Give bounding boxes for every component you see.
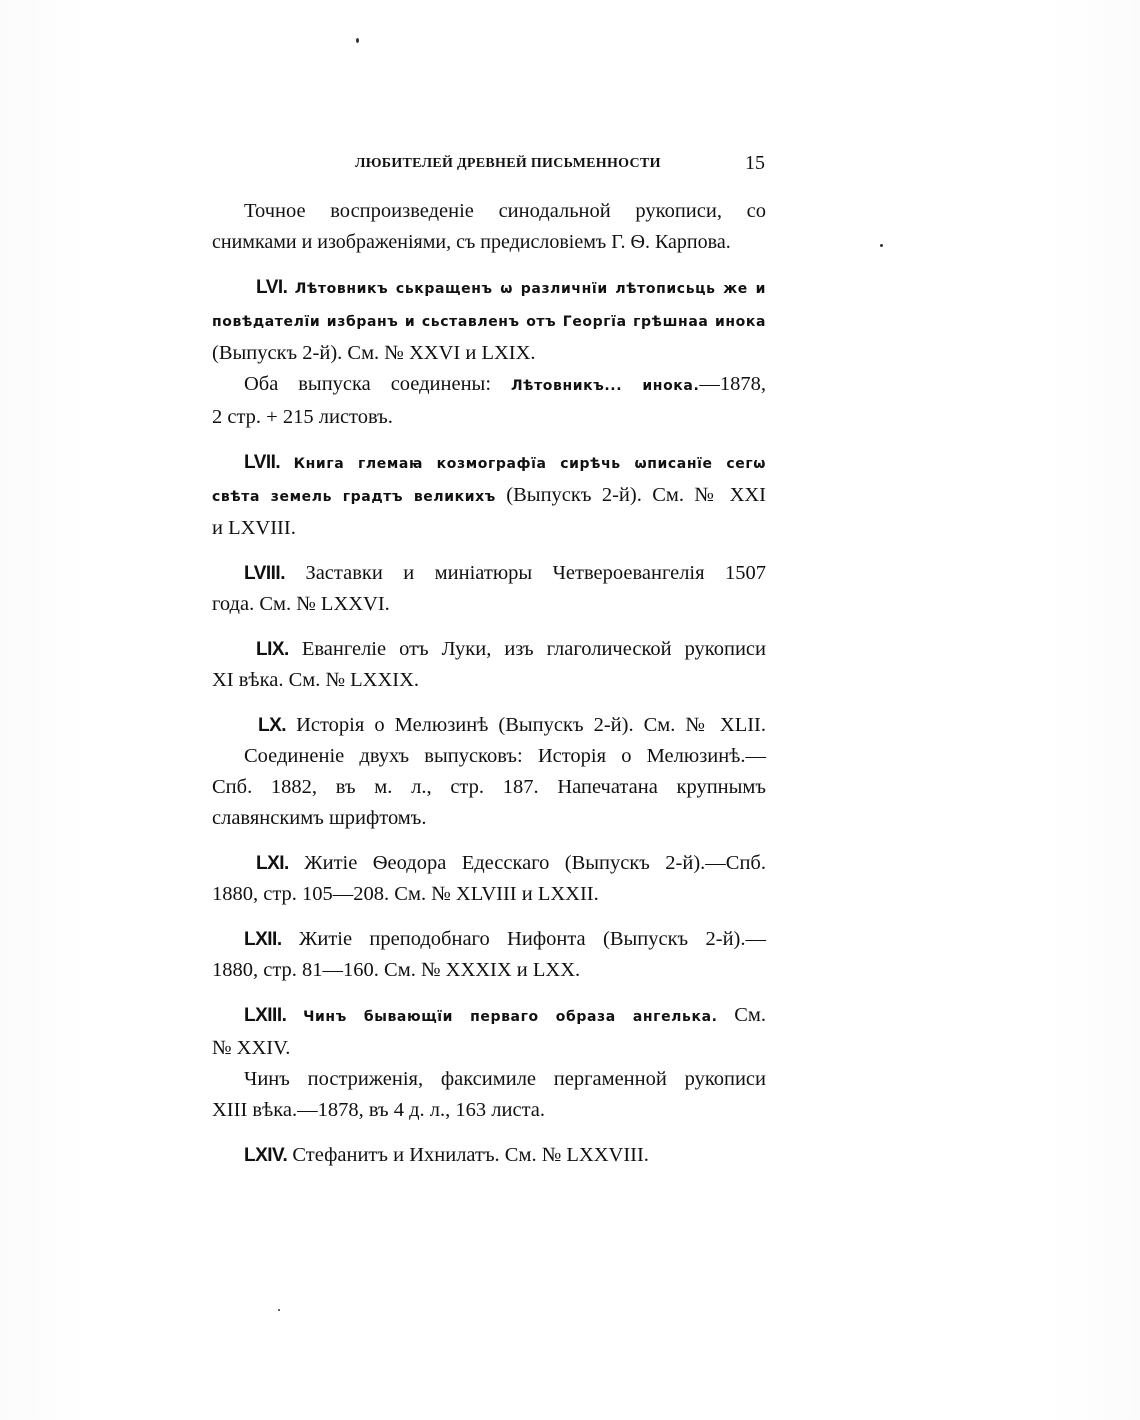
entry-number: LXII.: [244, 929, 282, 950]
entry-text-cont: [212, 665, 766, 696]
entry-text-cont: [212, 589, 766, 620]
entry-text: [212, 710, 766, 741]
entry-text: [212, 634, 766, 665]
page-header: [355, 152, 765, 180]
entry-line: 1880, стр. 105—208. См. № XLVIII и LXXII.: [212, 883, 599, 905]
entry-line: XI вѣка. См. № LXXIX.: [212, 669, 420, 691]
intro-paragraph: [212, 196, 766, 227]
entry-lx: [212, 710, 766, 834]
entry-line: Стефанитъ и Ихнилатъ. См. № LXXVIII.: [292, 1144, 649, 1166]
running-head: ЛЮБИТЕЛЕЙ ДРЕВНЕЙ ПИСЬМЕННОСТИ: [355, 156, 661, 171]
spacer: [212, 696, 766, 710]
note-text: славянскимъ шрифтомъ.: [212, 807, 427, 829]
spacer: [212, 544, 766, 558]
entry-number: LIX.: [256, 639, 289, 660]
entry-title: [212, 272, 766, 305]
entry-note-cont: [212, 803, 766, 834]
entry-lix: [212, 634, 766, 696]
note-text: 2 стр. + 215 листовъ.: [212, 406, 393, 428]
entry-lxii: [212, 924, 766, 986]
entry-note-cont: [212, 402, 766, 433]
entry-number: LVIII.: [244, 563, 285, 584]
slavonic-title: свѣта земель градтъ великихъ: [212, 489, 496, 505]
reference-text: (Выпускъ 2-й). См. № XXVI и LXIX.: [212, 342, 536, 364]
slavonic-title: повѣдателїи избранъ и сьставленъ отъ Георгїа грѣшнаа инока: [212, 314, 766, 330]
entry-title: [212, 1000, 766, 1033]
intro-line: снимками и изображеніями, съ предисловіемъ Г. Ѳ. Карпова.: [212, 231, 731, 253]
spacer: [212, 1126, 766, 1140]
entry-line: Житіе Ѳеодора Едесскаго (Выпускъ 2-й).—Спб.: [304, 852, 766, 874]
reference-text: См.: [734, 1004, 767, 1026]
spacer: [212, 986, 766, 1000]
reference-text: № XXIV.: [212, 1037, 291, 1059]
ink-speck: [278, 1309, 280, 1311]
entry-reference: [212, 513, 766, 544]
spacer: [212, 910, 766, 924]
note-text: XIII вѣка.—1878, въ 4 д. л., 163 листа.: [212, 1099, 546, 1121]
note-text: Чинъ постриженія, факсимиле пергаменной рукописи: [244, 1068, 766, 1090]
entry-lxiii: [212, 1000, 766, 1126]
slavonic-title: Книга глемаꙗ козмографїа сирѣчь ѡписанїе сегѡ: [293, 456, 767, 472]
entry-text-cont: [212, 879, 766, 910]
page-number: 15: [745, 152, 765, 174]
entry-number: LXIII.: [244, 1005, 287, 1026]
entry-text-cont: [212, 955, 766, 986]
slavonic-title: Чинъ бывающїи перваго образа ангелька.: [303, 1009, 718, 1025]
reference-text: (Выпускъ 2-й). См. № XXI: [506, 484, 767, 506]
entry-reference: [212, 1033, 766, 1064]
entry-number: LXIV.: [244, 1145, 288, 1166]
entry-note: [212, 741, 766, 772]
entry-number: LXI.: [256, 853, 289, 874]
entry-number: LVII.: [244, 452, 281, 473]
slavonic-title: Лѣтовникъ... инока.: [510, 378, 700, 394]
entry-lxiv: [212, 1140, 766, 1171]
entry-reference: [212, 338, 766, 369]
reference-text: и LXVIII.: [212, 517, 296, 539]
ink-speck: [356, 38, 359, 43]
spacer: [212, 620, 766, 634]
entry-line: Житіе преподобнаго Нифонта (Выпускъ 2-й).—: [298, 928, 767, 950]
entry-number: LX.: [258, 715, 287, 736]
entry-line: года. См. № LXXVI.: [212, 593, 390, 615]
entry-lxi: [212, 848, 766, 910]
entry-lvi: [212, 272, 766, 433]
note-text: —1878,: [699, 373, 766, 395]
note-text: Оба выпуска соединены:: [244, 373, 492, 395]
note-text: Спб. 1882, въ м. л., стр. 187. Напечатана крупнымъ: [212, 776, 766, 798]
spacer: [212, 433, 766, 447]
entry-text: [212, 848, 766, 879]
entry-note-cont: [212, 1095, 766, 1126]
entry-lvii: [212, 447, 766, 544]
entry-note: [212, 1064, 766, 1095]
entry-line: Исторія о Мелюзинѣ (Выпускъ 2-й). См. № XLII.: [296, 714, 767, 736]
entry-note-cont: [212, 772, 766, 803]
ink-speck: [880, 244, 883, 247]
spacer: [212, 834, 766, 848]
intro-paragraph-cont: [212, 227, 766, 258]
entry-title-cont: [212, 480, 766, 513]
entry-title: [212, 447, 766, 480]
intro-line: Точное воспроизведеніе синодальной рукописи, со: [244, 200, 766, 222]
page-body: [212, 196, 766, 1171]
entry-text: [212, 924, 766, 955]
entry-note: [212, 369, 766, 402]
entry-text: [212, 558, 766, 589]
note-text: Соединеніе двухъ выпусковъ: Исторія о Мелюзинѣ.—: [244, 745, 766, 767]
entry-lviii: [212, 558, 766, 620]
entry-line: 1880, стр. 81—160. См. № XXXIX и LXX.: [212, 959, 581, 981]
spacer: [212, 258, 766, 272]
entry-title-cont: [212, 305, 766, 338]
entry-number: LVI.: [256, 277, 288, 298]
entry-line: Евангеліе отъ Луки, изъ глаголической рукописи: [301, 638, 766, 660]
entry-text: [212, 1140, 766, 1171]
slavonic-title: Лѣтовникъ ськращенъ ѡ различнїи лѣтописьць же и: [294, 281, 767, 297]
entry-line: Заставки и миніатюры Четвероевангелія 1507: [305, 562, 767, 584]
